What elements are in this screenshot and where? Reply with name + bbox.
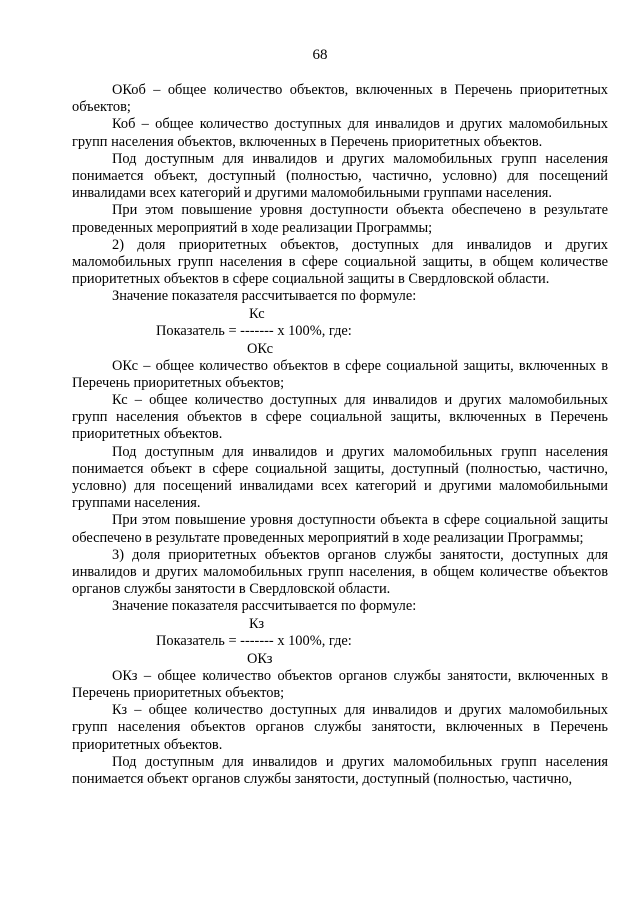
formula [72, 306, 608, 358]
paragraph: Кс – общее количество доступных для инвалидов и других маломобильных групп населения объектов в сфере социальной защиты, включенных в Перечень приоритетных объектов. [72, 392, 608, 443]
formula [72, 616, 608, 668]
formula-line: Показатель = ------- x 100%, где: [156, 322, 352, 339]
paragraph: Под доступным для инвалидов и других маломобильных групп населения понимается объект в сфере социальной защиты, доступный (полностью, частично, условно) для посещений инвалидами всех категорий и другими маломобильными группами населения. [72, 443, 608, 512]
page-number: 68 [312, 47, 328, 63]
formula-numerator: Кз [249, 615, 265, 632]
paragraph: Кз – общее количество доступных для инвалидов и других маломобильных групп населения объектов органов службы занятости, включенных в Перечень приоритетных объектов. [72, 702, 608, 753]
paragraph: ОКоб – общее количество объектов, включенных в Перечень приоритетных объектов; [72, 82, 608, 116]
formula-denominator: ОКс [247, 340, 274, 357]
paragraph: ОКз – общее количество объектов органов службы занятости, включенных в Перечень приоритетных объектов; [72, 667, 608, 701]
paragraph: 3) доля приоритетных объектов органов службы занятости, доступных для инвалидов и других маломобильных групп населения, в общем количестве объектов органов службы занятости в Свердловской области. [72, 546, 608, 598]
paragraph: При этом повышение уровня доступности объекта обеспечено в результате проведенных мероприятий в ходе реализации Программы; [72, 202, 608, 236]
formula-numerator: Кс [249, 305, 265, 322]
formula-line: Показатель = ------- x 100%, где: [156, 632, 352, 649]
paragraph: Коб – общее количество доступных для инвалидов и других маломобильных групп населения объектов, включенных в Перечень приоритетных объектов. [72, 116, 608, 150]
paragraph: Под доступным для инвалидов и других маломобильных групп населения понимается объект, доступный (полностью, частично, условно) для посещений инвалидами всех категорий и другими маломобильными группами населения. [72, 150, 608, 202]
paragraph: Под доступным для инвалидов и других маломобильных групп населения понимается объект органов службы занятости, доступный (полностью, частично, [72, 753, 608, 787]
document-body [72, 82, 608, 788]
paragraph: Значение показателя рассчитывается по формуле: [112, 598, 417, 615]
formula-denominator: ОКз [247, 650, 273, 667]
paragraph: Значение показателя рассчитывается по формуле: [112, 288, 417, 305]
paragraph: 2) доля приоритетных объектов, доступных для инвалидов и других маломобильных групп населения в сфере социальной защиты, в общем количестве приоритетных объектов в сфере социальной защиты в Свердловской области. [72, 236, 608, 288]
paragraph: При этом повышение уровня доступности объекта в сфере социальной защиты обеспечено в результате проведенных мероприятий в ходе реализации Программы; [72, 512, 608, 546]
paragraph: ОКс – общее количество объектов в сфере социальной защиты, включенных в Перечень приоритетных объектов; [72, 357, 608, 391]
